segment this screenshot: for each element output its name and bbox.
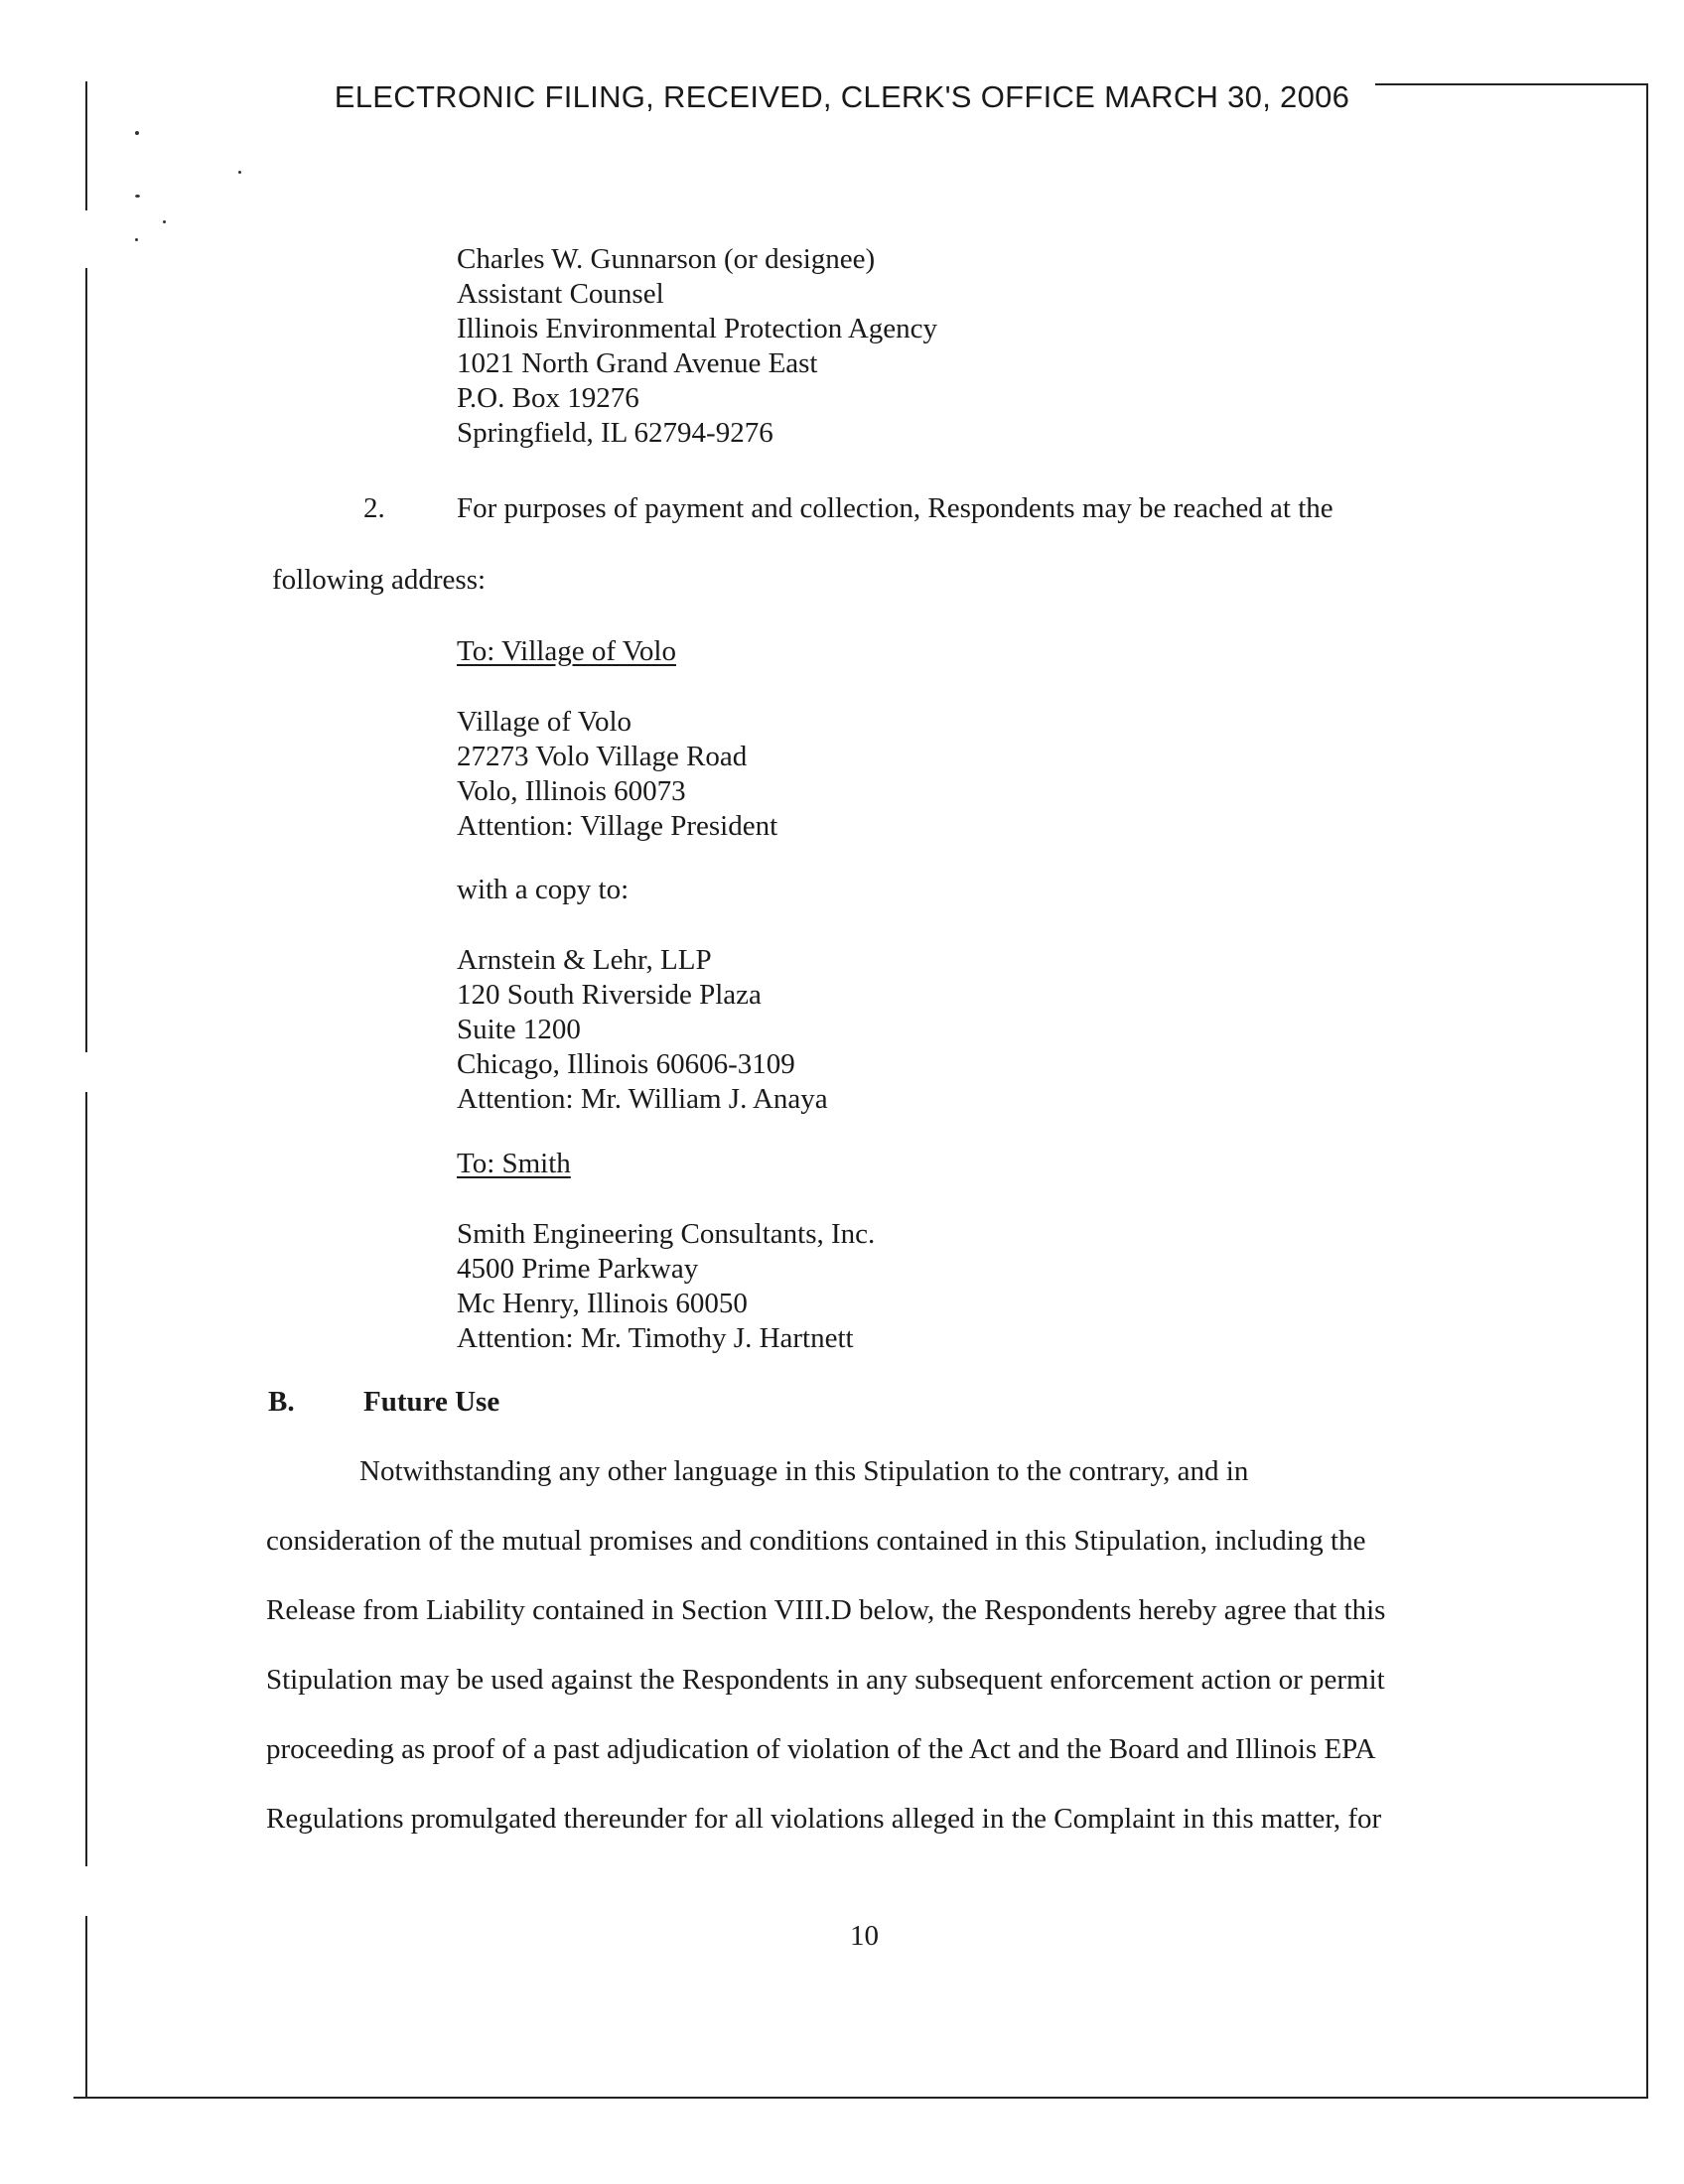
- item-2-text: For purposes of payment and collection, Respondents may be reached at the: [457, 492, 1333, 524]
- scan-speck: [238, 171, 241, 174]
- address-line: Attention: Mr. William J. Anaya: [457, 1083, 828, 1115]
- scan-border-left-3: [85, 1092, 87, 1866]
- address-line: Mc Henry, Illinois 60050: [457, 1288, 748, 1319]
- section-b-line: Release from Liability contained in Section VIII.D below, the Respondents hereby agree that this: [266, 1594, 1386, 1626]
- volo-address: [457, 705, 777, 844]
- scan-speck: [163, 220, 166, 223]
- address-line: 120 South Riverside Plaza: [457, 979, 762, 1011]
- scan-speck: [135, 195, 140, 198]
- section-b-line: consideration of the mutual promises and conditions contained in this Stipulation, including the: [266, 1525, 1366, 1557]
- address-line: Arnstein & Lehr, LLP: [457, 944, 712, 976]
- copy-label: with a copy to:: [457, 874, 630, 905]
- section-b-letter: B.: [268, 1386, 295, 1418]
- scan-border-bottom: [73, 2097, 1648, 2099]
- scan-border-left-2: [85, 268, 87, 1052]
- address-line: Charles W. Gunnarson (or designee): [457, 243, 876, 275]
- section-b-title: Future Use: [363, 1386, 500, 1418]
- section-b-line: Regulations promulgated thereunder for all violations alleged in the Complaint in this matter, for: [266, 1803, 1382, 1835]
- item-2-continuation: following address:: [272, 564, 487, 596]
- section-b-line: proceeding as proof of a past adjudication of violation of the Act and the Board and Illinois EPA: [266, 1733, 1376, 1765]
- address-line: Attention: Village President: [457, 810, 778, 842]
- scan-border-right: [1646, 83, 1648, 2099]
- item-2-number: 2.: [363, 492, 385, 524]
- section-b-line: Notwithstanding any other language in this Stipulation to the contrary, and in: [359, 1455, 1249, 1487]
- scan-border-left-4: [85, 1916, 87, 2099]
- smith-address: [457, 1217, 875, 1356]
- address-line: Attention: Mr. Timothy J. Hartnett: [457, 1322, 854, 1354]
- address-line: Assistant Counsel: [457, 278, 664, 310]
- address-line: 4500 Prime Parkway: [457, 1253, 699, 1285]
- scan-speck: [135, 131, 139, 135]
- filing-header: ELECTRONIC FILING, RECEIVED, CLERK'S OFFICE MARCH 30, 2006: [334, 79, 1350, 114]
- illinois-epa-address: [457, 242, 937, 451]
- address-line: Illinois Environmental Protection Agency: [457, 313, 938, 344]
- arnstein-lehr-address: [457, 943, 828, 1117]
- smith-heading: To: Smith: [457, 1148, 571, 1179]
- address-line: Suite 1200: [457, 1014, 581, 1045]
- address-line: Smith Engineering Consultants, Inc.: [457, 1218, 876, 1250]
- page-number: 10: [850, 1920, 879, 1952]
- section-b-line: Stipulation may be used against the Respondents in any subsequent enforcement action or permit: [266, 1664, 1385, 1696]
- address-line: 27273 Volo Village Road: [457, 741, 748, 772]
- address-line: Volo, Illinois 60073: [457, 775, 686, 807]
- scan-speck: [135, 238, 138, 241]
- address-line: 1021 North Grand Avenue East: [457, 347, 818, 379]
- address-line: P.O. Box 19276: [457, 382, 639, 414]
- address-line: Village of Volo: [457, 706, 632, 738]
- address-line: Springfield, IL 62794-9276: [457, 417, 773, 449]
- volo-heading: To: Village of Volo: [457, 635, 676, 667]
- address-line: Chicago, Illinois 60606-3109: [457, 1048, 795, 1080]
